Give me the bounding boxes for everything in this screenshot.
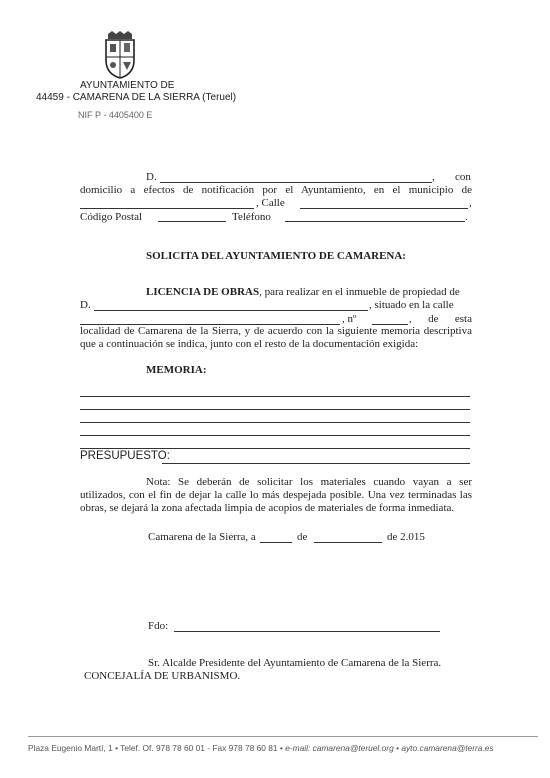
footer-email-2[interactable]: ayto.camarena@terra.es [401,743,494,753]
footer-divider [28,736,538,737]
memoria-line-4[interactable] [80,435,470,436]
footer-bullet-3: • [396,743,402,753]
addressee-line: Sr. Alcalde Presidente del Ayuntamiento de Camarena de la Sierra. [148,657,442,669]
street-label: , Calle [256,197,285,209]
postal-code-label: Código Postal [80,211,143,223]
memoria-line-3[interactable] [80,422,470,423]
license-line-1 [146,286,460,298]
license-line-4: localidad de Camarena de la Sierra, y de acuerdo con la siguiente memoria descriptiva [80,325,472,337]
owner-d-label: D. [80,299,91,311]
footer-phone-fax: Telef. Of. 978 78 60 01 - Fax 978 78 60 81 [120,743,278,753]
owner-street-suffix: , situado en la calle [369,299,454,311]
of-this-label: , de esta [409,313,472,325]
street-field[interactable] [300,208,468,209]
applicant-d-label: D. [146,171,157,183]
phone-period: . [465,211,468,223]
council-name: AYUNTAMIENTO DE [80,80,175,91]
municipality-field[interactable] [80,208,254,209]
phone-label: Teléfono [232,211,271,223]
license-line-5: que a continuación se indica, junto con el resto de la documentación exigida: [80,338,419,350]
footer-bar [28,743,494,753]
date-day-field[interactable] [260,542,292,543]
council-address: 44459 - CAMARENA DE LA SIERRA (Teruel) [36,92,237,103]
memoria-line-5[interactable] [80,448,470,449]
footer-bullet-2: • [279,743,286,753]
memoria-line-2[interactable] [80,409,470,410]
note-line-1: Nota: Se deberán de solicitar los materiales cuando vayan a ser [146,476,472,488]
footer-address: Plaza Eugenio Martí, 1 [28,743,113,753]
date-de-label: de [297,531,308,543]
budget-field[interactable] [162,463,470,464]
budget-label: PRESUPUESTO: [80,450,170,462]
department-line: CONCEJALÍA DE URBANISMO. [84,670,241,682]
domicile-line: domicilio a efectos de notificación por el Ayuntamiento, en el municipio de [80,184,472,196]
nif-code: NIF P - 4405400 E [78,110,153,120]
date-month-field[interactable] [314,542,382,543]
applicant-comma: , [432,171,435,183]
owner-name-field[interactable] [94,310,368,311]
coat-of-arms-emblem [100,30,140,80]
note-line-3: obras, se dejará la zona afectada limpia de acopios de materiales de forma inmediata. [80,502,455,514]
license-bold-label: LICENCIA DE OBRAS [146,286,260,298]
request-title: SOLICITA DEL AYUNTAMIENTO DE CAMARENA: [146,250,406,262]
note-line-2: utilizados, con el fin de dejar la calle lo más despejada posible. Una vez terminadas las [80,489,472,501]
signature-field[interactable] [174,631,440,632]
footer-bullet-1: • [115,743,121,753]
street-comma: , [469,197,472,209]
applicant-con-label: con [455,171,471,183]
footer-email-1[interactable]: e-mail: camarena@teruel.org [285,743,394,753]
date-place-label: Camarena de la Sierra, a [148,531,256,543]
phone-field[interactable] [285,221,465,222]
date-year-label: de 2.015 [387,531,425,543]
memoria-title: MEMORIA: [146,364,207,376]
signature-label: Fdo: [148,620,169,632]
number-label: , nº [342,313,357,325]
postal-code-field[interactable] [158,221,226,222]
memoria-line-1[interactable] [80,396,470,397]
applicant-name-field[interactable] [160,182,432,183]
license-line-1-rest: , para realizar en el inmueble de propiedad de [259,286,460,298]
